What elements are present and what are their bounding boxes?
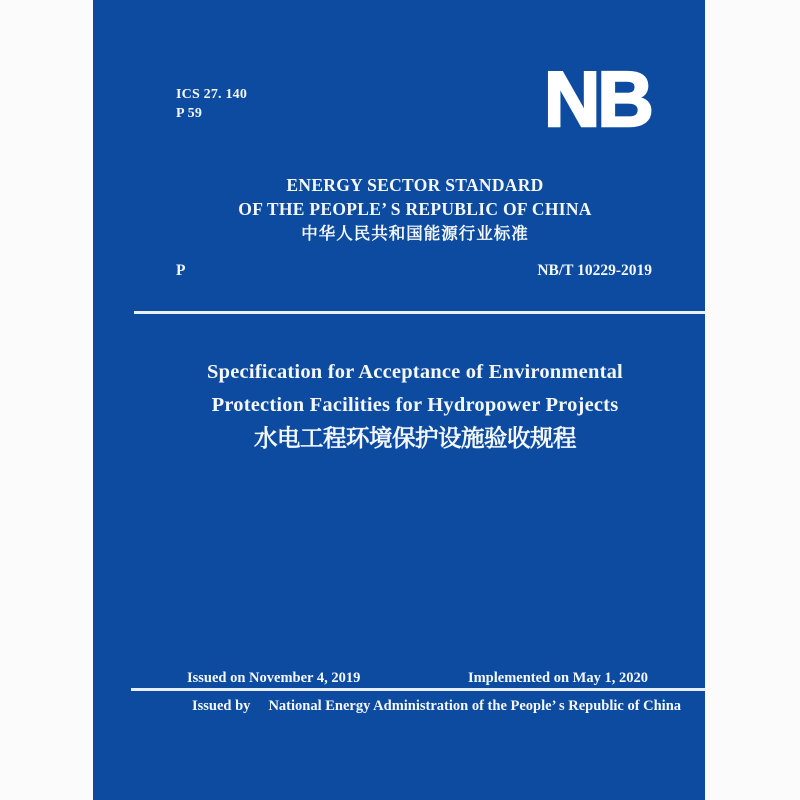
header-line-zh: 中华人民共和国能源行业标准 — [301, 224, 529, 243]
title-zh: 水电工程环境保护设施验收规程 — [254, 426, 576, 452]
issued-date: Issued on November 4, 2019 — [187, 670, 361, 686]
title-en-line2: Protection Facilities for Hydropower Projects — [211, 393, 619, 416]
ics-code: ICS 27. 140 — [176, 87, 248, 102]
document-class-letter: P — [176, 262, 186, 279]
divider-bottom — [131, 688, 705, 691]
title-block — [134, 356, 696, 454]
cover-page — [93, 0, 705, 800]
header-line-en1: ENERGY SECTOR STANDARD — [286, 175, 544, 195]
issuer-name: National Energy Administration of the People’ s Republic of China — [268, 698, 682, 714]
nb-logo: NB — [544, 55, 651, 143]
standard-header — [134, 174, 696, 245]
divider-top — [134, 311, 705, 314]
issuer-row — [192, 698, 696, 715]
implemented-date: Implemented on May 1, 2020 — [467, 670, 648, 686]
issuer-label: Issued by — [192, 698, 251, 714]
title-en-line1: Specification for Acceptance of Environmental — [207, 361, 623, 383]
dates-row — [187, 670, 648, 687]
ics-block — [176, 85, 247, 123]
classification-code: P 59 — [176, 106, 203, 121]
standard-number: NB/T 10229-2019 — [537, 262, 652, 279]
code-row — [176, 262, 652, 280]
header-line-en2: OF THE PEOPLE’ S REPUBLIC OF CHINA — [238, 198, 592, 219]
